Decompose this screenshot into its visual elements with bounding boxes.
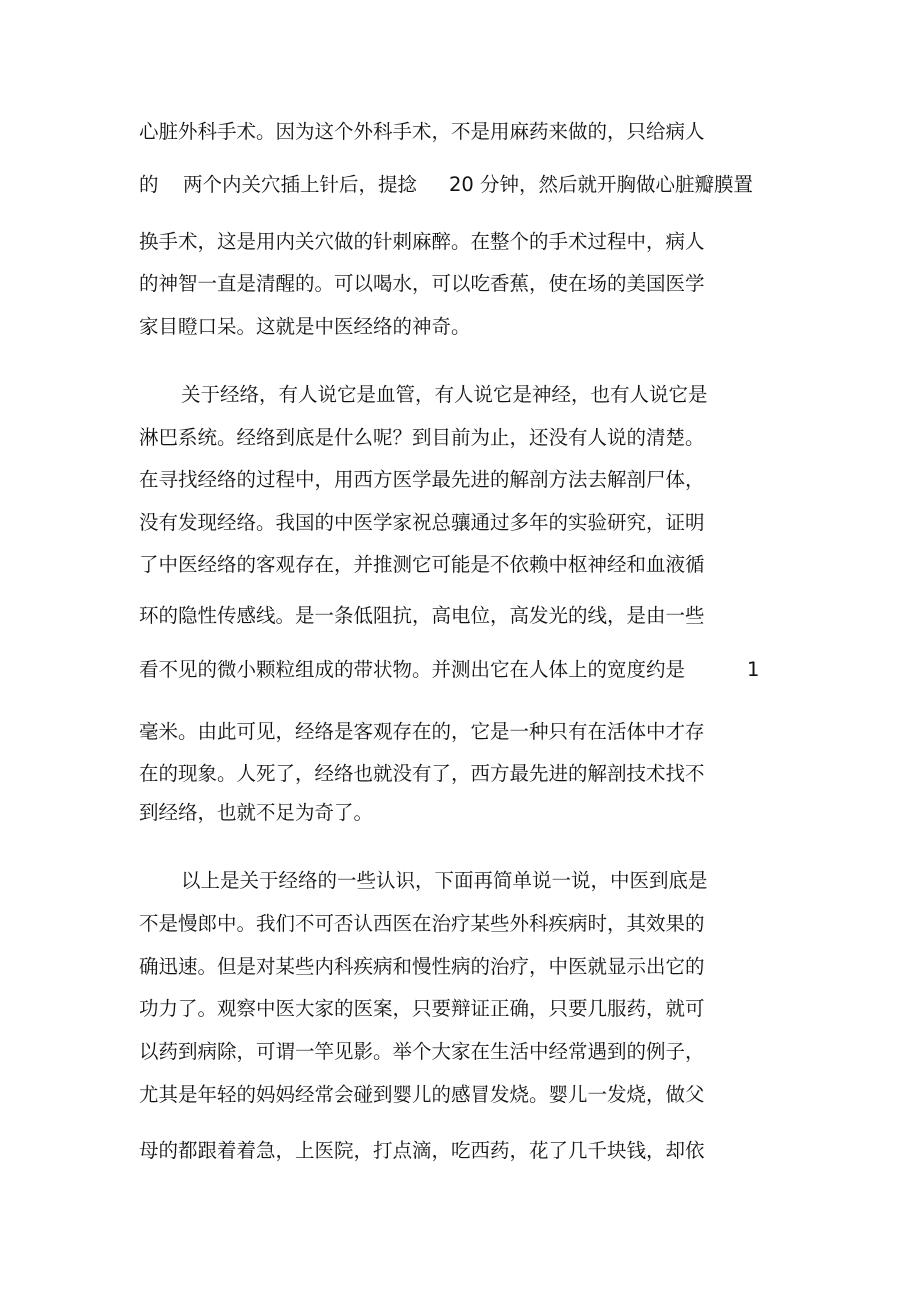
text-line: 了中医经络的客观存在，并推测它可能是不依赖中枢神经和血液循 bbox=[139, 553, 705, 576]
text-line: 到经络，也就不足为奇了。 bbox=[139, 801, 374, 824]
text-line: 尤其是年轻的妈妈经常会碰到婴儿的感冒发烧。婴儿一发烧，做父 bbox=[139, 1083, 705, 1106]
text-line: 功力了。观察中医大家的医案，只要辩证正确，只要几服药，就可 bbox=[139, 997, 705, 1020]
text-line: 不是慢郎中。我们不可否认西医在治疗某些外科疾病时，其效果的 bbox=[139, 912, 705, 935]
text-line: 确迅速。但是对某些内科疾病和慢性病的治疗，中医就显示出它的 bbox=[139, 955, 705, 978]
text-line: 在的现象。人死了，经络也就没有了，西方最先进的解剖技术找不 bbox=[139, 762, 705, 785]
text-line: 母的都跟着着急，上医院，打点滴，吃西药，花了几千块钱，却依 bbox=[139, 1139, 705, 1162]
text-line: 毫米。由此可见，经络是客观存在的，它是一种只有在活体中才存 bbox=[139, 720, 705, 743]
text-line: 关于经络，有人说它是血管，有人说它是神经，也有人说它是 bbox=[181, 383, 708, 406]
text-line: 20 分钟，然后就开胸做心脏瓣膜置 bbox=[449, 173, 754, 196]
text-line: 换手术，这是用内关穴做的针刺麻醉。在整个的手术过程中，病人 bbox=[139, 230, 705, 253]
text-line: 家目瞪口呆。这就是中医经络的神奇。 bbox=[139, 315, 471, 338]
text-line: 以药到病除，可谓一竿见影。举个大家在生活中经常遇到的例子， bbox=[139, 1040, 705, 1063]
text-line: 环的隐性传感线。是一条低阻抗，高电位，高发光的线，是由一些 bbox=[139, 604, 705, 627]
text-line: 两个内关穴插上针后，提捻 bbox=[183, 173, 418, 196]
text-line: 的神智一直是清醒的。可以喝水，可以吃香蕉，使在场的美国医学 bbox=[139, 272, 705, 295]
text-line: 淋巴系统。经络到底是什么呢？到目前为止，还没有人说的清楚。 bbox=[139, 426, 705, 449]
text-line: 心脏外科手术。因为这个外科手术，不是用麻药来做的，只给病人 bbox=[139, 120, 705, 143]
text-line: 看不见的微小颗粒组成的带状物。并测出它在人体上的宽度约是 bbox=[139, 658, 686, 681]
text-line: 没有发现经络。我国的中医学家祝总骧通过多年的实验研究，证明 bbox=[139, 511, 705, 534]
text-line: 在寻找经络的过程中，用西方医学最先进的解剖方法去解剖尸体， bbox=[139, 468, 705, 491]
text-line: 1 bbox=[747, 658, 760, 681]
text-line: 以上是关于经络的一些认识，下面再简单说一说，中医到底是 bbox=[181, 869, 708, 892]
text-line: 的 bbox=[139, 173, 159, 196]
